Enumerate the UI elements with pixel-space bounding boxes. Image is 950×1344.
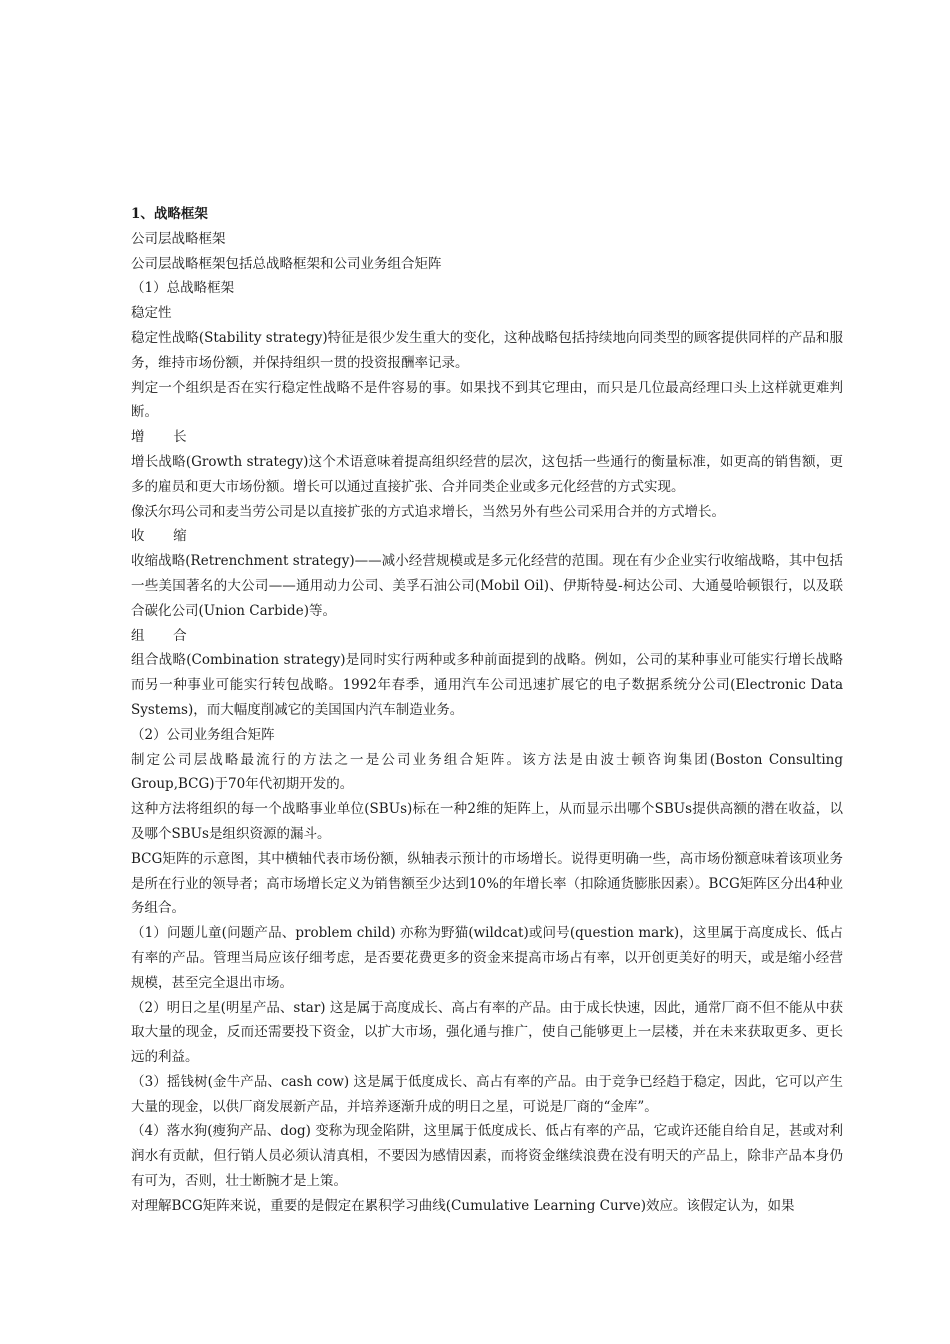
subheading-growth: 增 长 — [131, 429, 199, 446]
paragraph: （1）总战略框架 — [131, 280, 235, 297]
paragraph: 稳定性战略(Stability strategy)特征是很少发生重大的变化，这种战略包括持续地向同类型的顾客提供同样的产品和服务，维持市场份额，并保持组织一贯的投资报酬率记录。 — [131, 329, 843, 371]
paragraph: （2）明日之星(明星产品、star) 这是属于高度成长、高占有率的产品。由于成长快速，因此，通常厂商不但不能从中获取大量的现金，反而还需要投下资金，以扩大市场，强化通与推广，使自己能够更上一层楼，并在未来获取更多、更长远的利益。 — [131, 999, 843, 1066]
paragraph: 收缩战略(Retrenchment strategy)——减小经营规模或是多元化经营的范围。现在有少企业实行收缩战略，其中包括一些美国著名的大公司——通用动力公司、美孚石油公司(Mobil Oil)、伊斯特曼-柯达公司、大通曼哈顿银行，以及联合碳化公司(Union Carbide)等。 — [131, 553, 843, 619]
paragraph: BCG矩阵的示意图，其中横轴代表市场份额，纵轴表示预计的市场增长。说得更明确一些，高市场份额意味着该项业务是所在行业的领导者；高市场增长定义为销售额至少达到10%的年增长率（扣除通货膨胀因素）。BCG矩阵区分出4种业务组合。 — [131, 850, 843, 917]
paragraph: （2）公司业务组合矩阵 — [131, 726, 275, 743]
paragraph: （4）落水狗(瘦狗产品、dog) 变称为现金陷阱，这里属于低度成长、低占有率的产品，它或许还能自给自足，甚或对利润水有贡献，但行销人员必须认清真相，不要因为感情因素，而将资金继续浪费在没有明天的产品上，除非产品本身仍有可为，否则，壮士断腕才是上策。 — [131, 1123, 843, 1190]
paragraph: 公司层战略框架 — [131, 230, 226, 247]
paragraph: 对理解BCG矩阵来说，重要的是假定在累积学习曲线(Cumulative Learning Curve)效应。该假定认为，如果 — [131, 1197, 795, 1214]
paragraph: 这种方法将组织的每一个战略事业单位(SBUs)标在一种2维的矩阵上，从而显示出哪个SBUs提供高额的潜在收益，以及哪个SBUs是组织资源的漏斗。 — [131, 801, 843, 842]
section-heading: 1、战略框架 — [131, 206, 208, 222]
paragraph: 像沃尔玛公司和麦当劳公司是以直接扩张的方式追求增长，当然另外有些公司采用合并的方式增长。 — [131, 503, 725, 520]
subheading-stability: 稳定性 — [131, 305, 172, 322]
paragraph: 组合战略(Combination strategy)是同时实行两种或多种前面提到的战略。例如，公司的某种事业可能实行增长战略而另一种事业可能实行转包战略。1992年春季，通用汽车公司迅速扩展它的电子数据系统分公司(Electronic Data Systems)，而大幅度削减它的美国国内汽车制造业务。 — [131, 652, 843, 718]
paragraph: 判定一个组织是否在实行稳定性战略不是件容易的事。如果找不到其它理由，而只是几位最高经理口头上这样就更难判断。 — [131, 379, 843, 421]
paragraph: 制定公司层战略最流行的方法之一是公司业务组合矩阵。该方法是由波士顿咨询集团(Boston Consulting Group,BCG)于70年代初期开发的。 — [131, 751, 843, 793]
paragraph: 公司层战略框架包括总战略框架和公司业务组合矩阵 — [131, 255, 442, 272]
subheading-retrenchment: 收 缩 — [131, 528, 199, 545]
subheading-combination: 组 合 — [131, 627, 199, 644]
document-body — [131, 202, 843, 1219]
paragraph: 增长战略(Growth strategy)这个术语意味着提高组织经营的层次，这包括一些通行的衡量标准，如更高的销售额，更多的雇员和更大市场份额。增长可以通过直接扩张、合并同类企业或多元化经营的方式实现。 — [131, 453, 843, 495]
paragraph: （1）问题儿童(问题产品、problem child) 亦称为野猫(wildcat)或问号(question mark)，这里属于高度成长、低占有率的产品。管理当局应该仔细考虑，是否要花费更多的资金来提高市场占有率，以开创更美好的明天，或是缩小经营规模，甚至完全退出市场。 — [131, 925, 843, 991]
paragraph: （3）摇钱树(金牛产品、cash cow) 这是属于低度成长、高占有率的产品。由于竞争已经趋于稳定，因此，它可以产生大量的现金，以供厂商发展新产品，并培养逐渐升成的明日之星，可说是厂商的“金库”。 — [131, 1073, 843, 1115]
